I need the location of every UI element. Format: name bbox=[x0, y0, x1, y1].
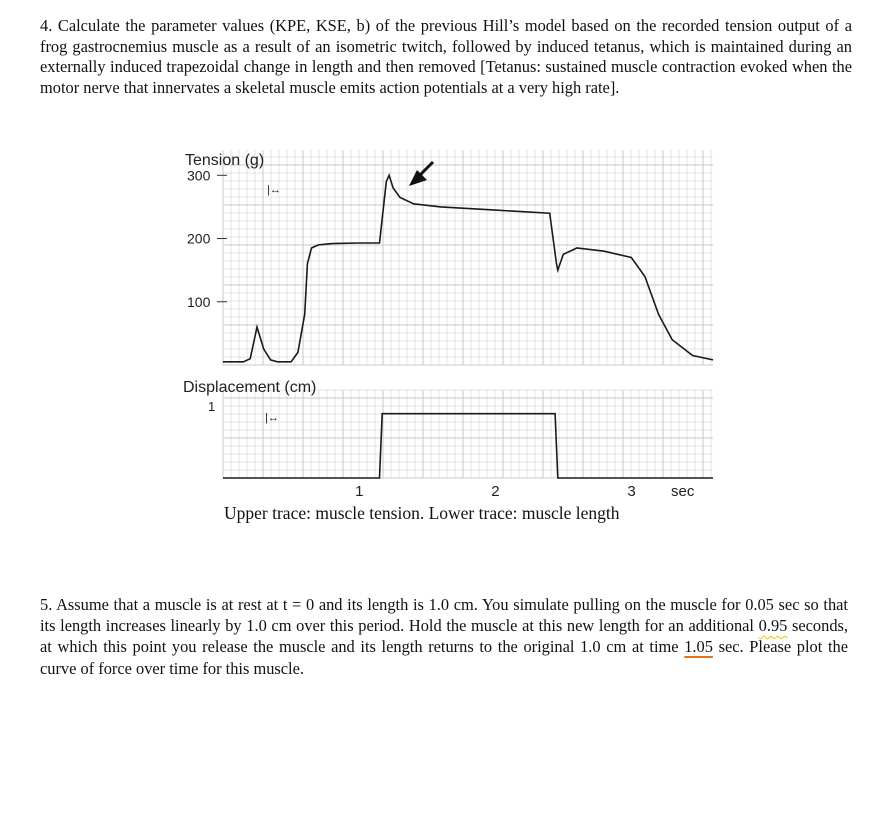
displacement-grid bbox=[223, 390, 713, 478]
tension-tick-label: 300 bbox=[187, 167, 211, 184]
hill-model-figure bbox=[175, 140, 720, 500]
question-5-text bbox=[40, 594, 848, 679]
question-5-part2: seconds, at which this point you release the muscle and its length returns to the original 1.0 cm at time bbox=[40, 616, 848, 657]
time-tick-label: 1 bbox=[355, 483, 364, 500]
tension-trace-line bbox=[223, 175, 713, 361]
time-tick-label: 3 bbox=[627, 483, 636, 500]
arrow-icon bbox=[409, 162, 433, 186]
tension-axis-label: Tension (g) bbox=[185, 152, 265, 169]
tension-tick-marks bbox=[217, 175, 227, 301]
question-5-part3: sec. Please plot the curve of force over time for this muscle. bbox=[40, 637, 848, 678]
tension-tick-label: 100 bbox=[187, 293, 211, 310]
time-tick-labels bbox=[355, 483, 636, 500]
time-tick-label: 2 bbox=[491, 483, 500, 500]
spellcheck-value-0-95[interactable]: 0.95 bbox=[758, 616, 788, 636]
tension-displacement-chart bbox=[175, 140, 720, 500]
time-unit-label: sec bbox=[671, 483, 695, 500]
spellcheck-value-1-05[interactable]: 1.05 bbox=[684, 637, 713, 657]
tension-grid bbox=[223, 150, 713, 365]
displacement-scale-marker: |↔ bbox=[265, 412, 279, 424]
figure-caption: Upper trace: muscle tension. Lower trace: muscle length bbox=[224, 503, 620, 523]
tension-tick-labels bbox=[187, 167, 211, 309]
question-5-part1: 5. Assume that a muscle is at rest at t = 0 and its length is 1.0 cm. You simulate pulling on the muscle for 0.05 sec so that its length increases linearly by 1.0 cm over this period. Hold the muscle at this new length for an additional bbox=[40, 595, 848, 636]
question-4-text: 4. Calculate the parameter values (KPE, KSE, b) of the previous Hill’s model based on the recorded tension output of a frog gastrocnemius muscle as a result of an isometric twitch, followed by induced tetanus, which is maintained during an externally induced trapezoidal change in length and then removed [Tetanus: sustained muscle contraction evoked when the motor nerve that innervates a skeletal muscle emits action potentials at a very high rate]. bbox=[40, 16, 852, 97]
tension-tick-label: 200 bbox=[187, 230, 211, 247]
displacement-tick-label: 1 bbox=[208, 399, 216, 414]
tension-scale-marker: |↔ bbox=[267, 184, 281, 196]
displacement-axis-label: Displacement (cm) bbox=[183, 379, 317, 396]
